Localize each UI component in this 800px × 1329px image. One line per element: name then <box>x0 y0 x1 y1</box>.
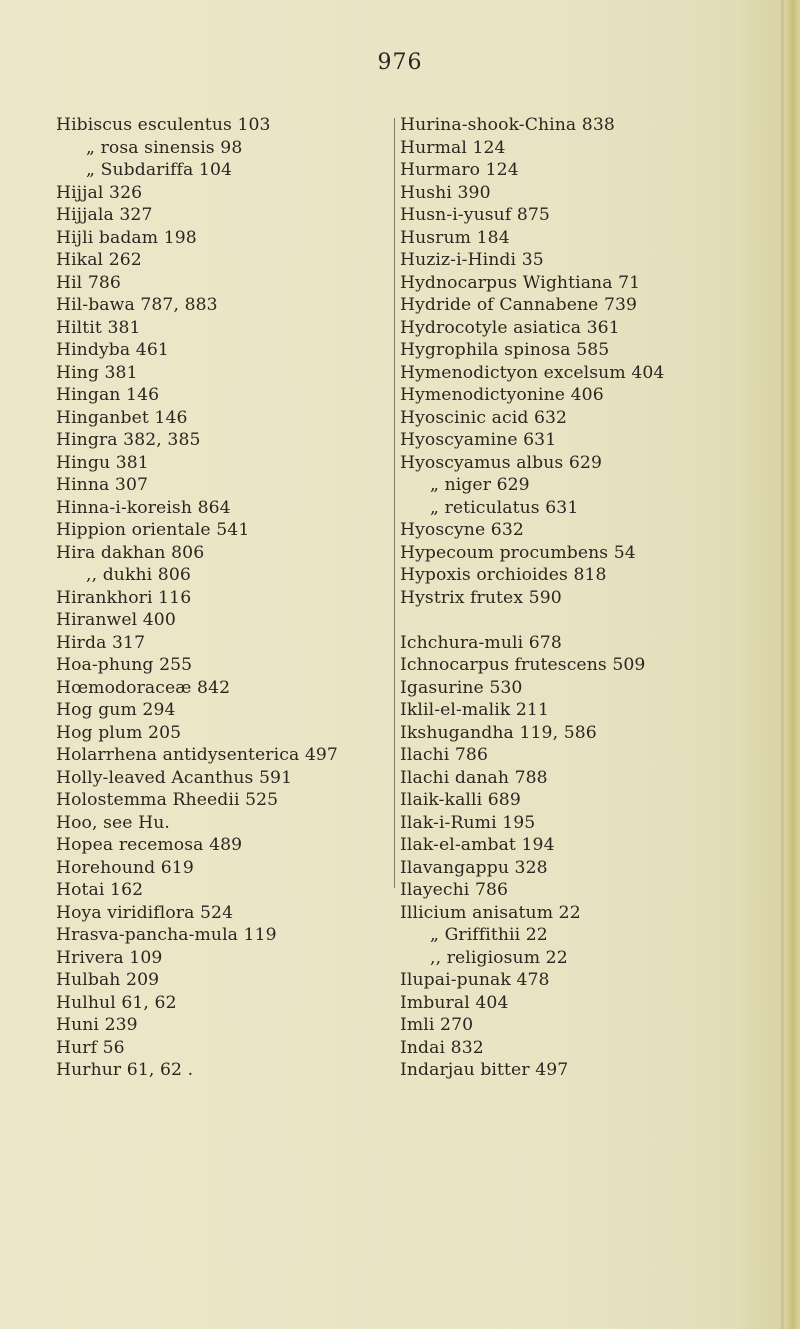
index-entry: Hira dakhan 806 <box>56 542 205 563</box>
index-entry: Imbural 404 <box>400 992 509 1013</box>
index-entry: Hil-bawa 787, 883 <box>56 295 218 315</box>
index-entry: Indarjau bitter 497 <box>400 1060 569 1080</box>
index-entry: ,, dukhi 806 <box>86 565 191 585</box>
index-entry: Imli 270 <box>400 1015 474 1035</box>
index-entry: Hindyba 461 <box>56 340 169 360</box>
index-entry: Hog gum 294 <box>56 700 176 720</box>
index-entry: Hijli badam 198 <box>56 227 197 248</box>
index-entry: Hijjal 326 <box>56 182 143 203</box>
index-entry: „ niger 629 <box>430 475 530 495</box>
index-entry: Ilavangappu 328 <box>400 857 548 878</box>
index-entry <box>400 609 770 632</box>
index-entry: Ilak-i-Rumi 195 <box>400 812 536 833</box>
index-entry: Hippion orientale 541 <box>56 520 250 540</box>
index-entry: Hingra 382, 385 <box>56 430 201 450</box>
index-entry: Hingan 146 <box>56 385 160 405</box>
page-edge <box>786 0 800 1329</box>
index-entry: Ilachi danah 788 <box>400 767 548 788</box>
index-entry: Hypoxis orchioides 818 <box>400 565 607 585</box>
index-entry: „ reticulatus 631 <box>430 497 579 518</box>
index-entry: Horehound 619 <box>56 857 194 878</box>
index-entry: Hrasva-pancha-mula 119 <box>56 925 277 945</box>
index-column-right <box>400 114 770 1082</box>
index-entry: Hyoscinic acid 632 <box>400 407 568 428</box>
index-entry: Hurina-shook-China 838 <box>400 115 615 135</box>
index-entry: Ilayechi 786 <box>400 880 509 900</box>
index-entry: Hoya viridiflora 524 <box>56 902 234 923</box>
page-edge-shadow <box>781 0 784 1329</box>
index-entry: Hrivera 109 <box>56 947 163 968</box>
index-entry: Hushi 390 <box>400 182 491 203</box>
index-entry: Hoa-phung 255 <box>56 655 193 675</box>
index-entry: „ Griffithii 22 <box>430 925 548 945</box>
index-entry: Huni 239 <box>56 1015 138 1035</box>
index-entry: Hydrocotyle asiatica 361 <box>400 317 620 338</box>
index-entry: Holostemma Rheedii 525 <box>56 790 279 810</box>
index-entry: Hulbah 209 <box>56 970 160 990</box>
index-column-left <box>56 114 426 1082</box>
index-entry: Hirankhori 116 <box>56 587 192 608</box>
index-entry: Hotai 162 <box>56 880 144 900</box>
index-entry: Hypecoum procumbens 54 <box>400 542 636 563</box>
index-entry: Hurf 56 <box>56 1037 125 1058</box>
index-entry: Ichchura-muli 678 <box>400 632 562 653</box>
index-entry: Hinganbet 146 <box>56 407 188 428</box>
index-entry: Hygrophila spinosa 585 <box>400 340 610 360</box>
index-entry: Hurmaro 124 <box>400 160 519 180</box>
index-entry: Hymenodictyon excelsum 404 <box>400 362 665 383</box>
index-entry: Hurmal 124 <box>400 137 506 158</box>
index-entry: Husrum 184 <box>400 227 510 248</box>
index-entry: Hurhur 61, 62 . <box>56 1060 194 1080</box>
index-entry: Hydride of Cannabene 739 <box>400 295 638 315</box>
index-entry: Hing 381 <box>56 362 138 383</box>
index-entry: Ichnocarpus frutescens 509 <box>400 655 646 675</box>
index-entry: Ilupai-punak 478 <box>400 970 550 990</box>
index-entry: Hydnocarpus Wightiana 71 <box>400 272 641 293</box>
index-entry: Igasurine 530 <box>400 677 523 698</box>
index-entry: „ rosa sinensis 98 <box>86 137 243 158</box>
index-entry: Husn-i-yusuf 875 <box>400 205 550 225</box>
index-entry: Hibiscus esculentus 103 <box>56 115 271 135</box>
index-entry: Hiltit 381 <box>56 317 141 338</box>
index-entry: Hijjala 327 <box>56 205 153 225</box>
index-entry: Hirda 317 <box>56 632 146 653</box>
index-entry: Hiranwel 400 <box>56 610 176 630</box>
index-entry: Hoo, see Hu. <box>56 812 170 833</box>
index-entry: Hopea recemosa 489 <box>56 835 243 855</box>
index-entry: Hil 786 <box>56 272 121 293</box>
index-entry: Ilaik-kalli 689 <box>400 790 521 810</box>
index-entry: Hingu 381 <box>56 452 149 473</box>
index-entry: Indai 832 <box>400 1037 484 1058</box>
index-entry: Illicium anisatum 22 <box>400 902 581 923</box>
index-entry: Hinna 307 <box>56 475 149 495</box>
index-entry: Hikal 262 <box>56 250 142 270</box>
index-entry: Hyoscyamus albus 629 <box>400 452 603 473</box>
page-number: 976 <box>377 50 423 75</box>
index-entry: ,, religiosum 22 <box>430 947 568 968</box>
index-entry: Iklil-el-malik 211 <box>400 700 550 720</box>
index-entry: Hymenodictyonine 406 <box>400 385 604 405</box>
index-entry: Hyoscyamine 631 <box>400 430 557 450</box>
index-entry: Hystrix frutex 590 <box>400 587 562 608</box>
column-divider <box>394 118 395 888</box>
index-entry: Ilachi 786 <box>400 745 488 765</box>
index-entry: Hog plum 205 <box>56 722 182 743</box>
index-entry: Holarrhena antidysenterica 497 <box>56 745 338 765</box>
index-entry: Huziz-i-Hindi 35 <box>400 250 544 270</box>
index-entry: Holly-leaved Acanthus 591 <box>56 767 293 788</box>
index-entry: Hœmodoraceæ 842 <box>56 677 231 698</box>
index-entry: Hulhul 61, 62 <box>56 992 177 1013</box>
index-entry: Hinna-i-koreish 864 <box>56 497 231 518</box>
index-entry: Ilak-el-ambat 194 <box>400 835 555 855</box>
index-entry: Hyoscyne 632 <box>400 520 524 540</box>
index-entry: „ Subdariffa 104 <box>86 160 233 180</box>
index-entry: Ikshugandha 119, 586 <box>400 722 597 743</box>
